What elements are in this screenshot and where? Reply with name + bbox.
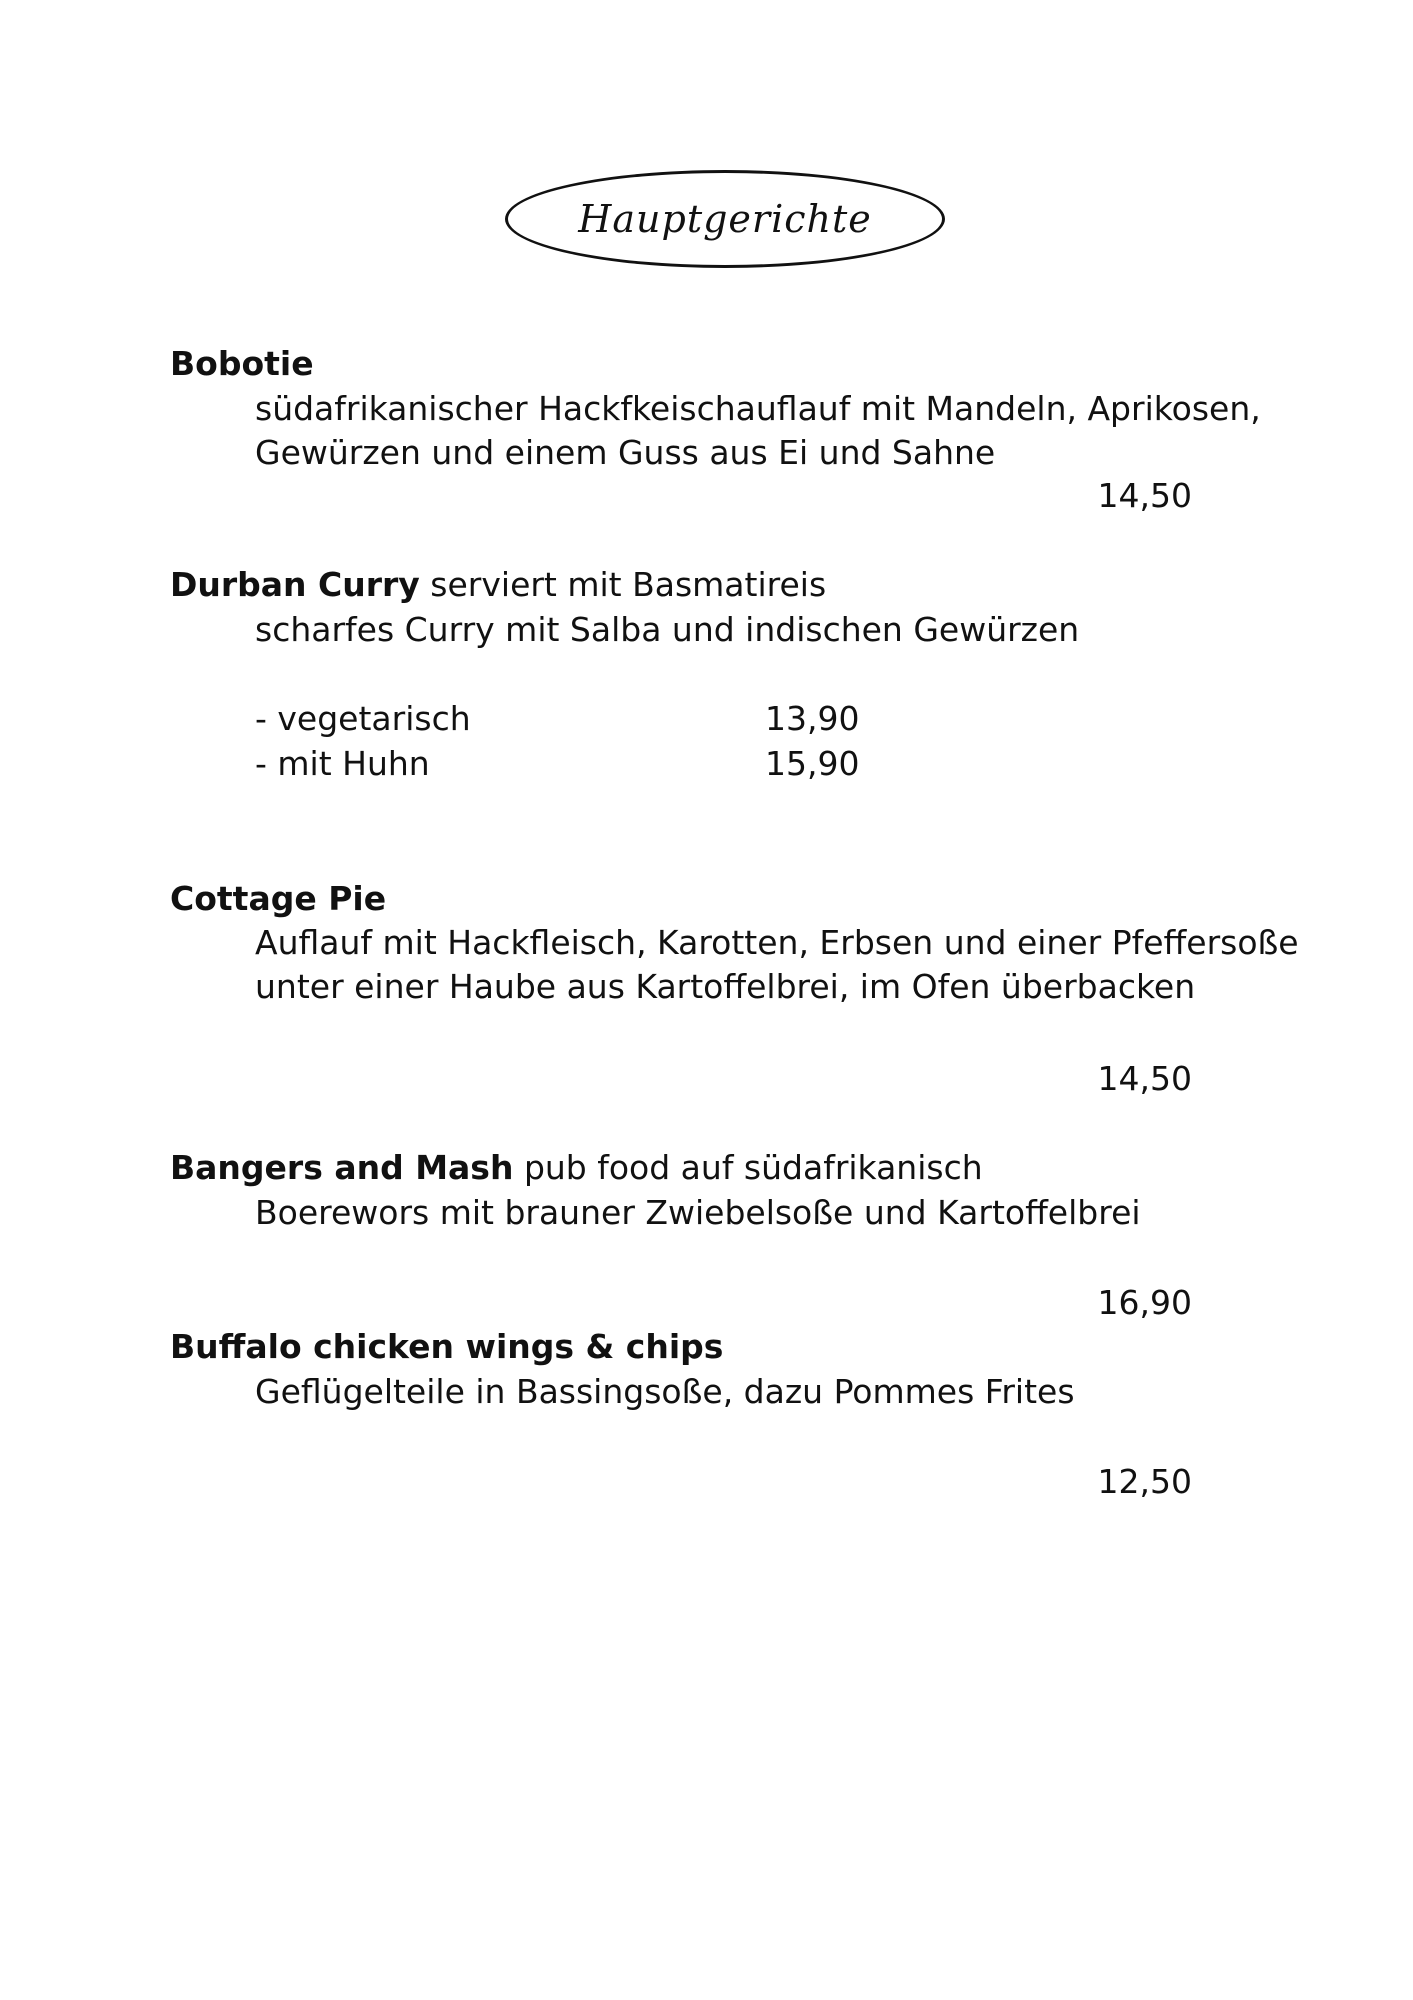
menu-item-bangers-and-mash-heading (170, 1148, 983, 1188)
variant-label: - vegetarisch (255, 699, 471, 738)
menu-item-name: Bangers and Mash (170, 1148, 514, 1187)
menu-item-name: Cottage Pie (170, 879, 387, 918)
menu-item-price: 14,50 (1097, 476, 1192, 515)
menu-item-cottage-pie-heading (170, 879, 386, 919)
menu-item-description: südafrikanischer Hackfkeischauflauf mit Mandeln, Aprikosen, (255, 389, 1261, 428)
variant-price: 15,90 (765, 744, 860, 783)
menu-item-price: 16,90 (1097, 1283, 1192, 1322)
menu-item-name: Durban Curry (170, 565, 420, 604)
title-oval (505, 170, 945, 268)
menu-item-price: 12,50 (1097, 1462, 1192, 1501)
menu-item-buffalo-wings-heading (170, 1327, 723, 1367)
page-title: Hauptgerichte (578, 197, 872, 241)
menu-item-subtitle: serviert mit Basmatireis (419, 565, 827, 604)
menu-item-durban-curry-heading (170, 565, 826, 605)
menu-item-subtitle: pub food auf südafrikanisch (513, 1148, 983, 1187)
menu-item-description: Auflauf mit Hackfleisch, Karotten, Erbsen und einer Pfeffersoße (255, 923, 1299, 962)
menu-item-description: scharfes Curry mit Salba und indischen Gewürzen (255, 610, 1080, 649)
variant-price: 13,90 (765, 699, 860, 738)
menu-item-description: Geflügelteile in Bassingsoße, dazu Pommes Frites (255, 1372, 1075, 1411)
menu-item-name: Bobotie (170, 344, 314, 383)
menu-item-description: unter einer Haube aus Kartoffelbrei, im Ofen überbacken (255, 967, 1196, 1006)
menu-item-bobotie-heading (170, 344, 314, 384)
menu-item-name: Buffalo chicken wings & chips (170, 1327, 724, 1366)
menu-item-price: 14,50 (1097, 1059, 1192, 1098)
menu-item-description: Boerewors mit brauner Zwiebelsoße und Kartoffelbrei (255, 1193, 1141, 1232)
variant-label: - mit Huhn (255, 744, 430, 783)
menu-item-description: Gewürzen und einem Guss aus Ei und Sahne (255, 433, 996, 472)
